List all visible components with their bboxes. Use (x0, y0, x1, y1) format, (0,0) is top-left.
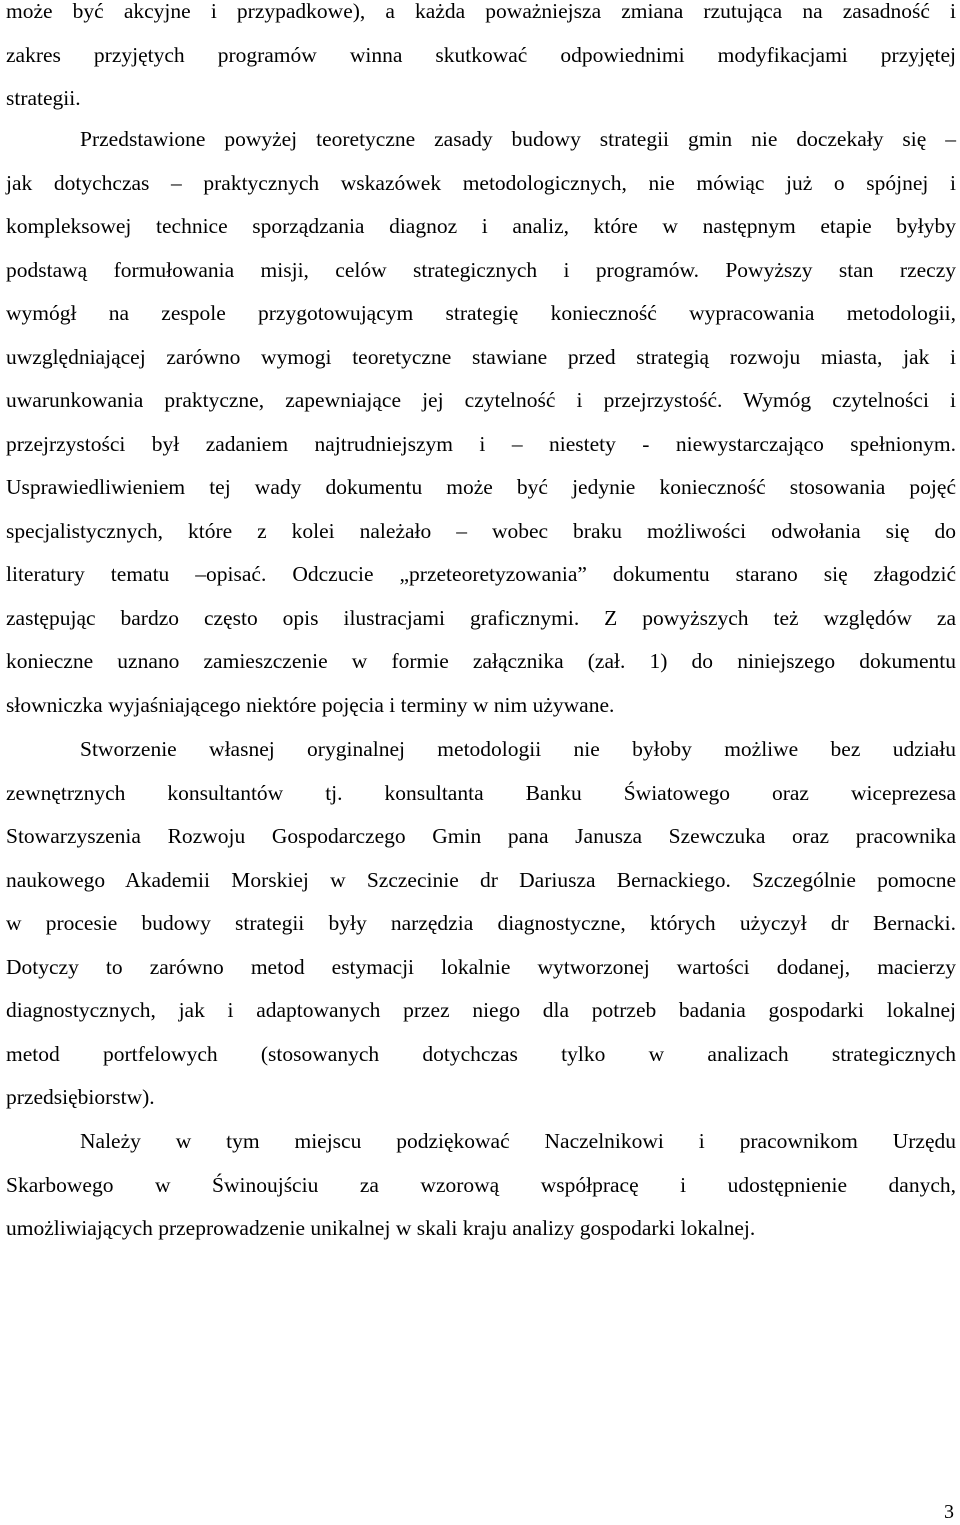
paragraph-continuation (6, 0, 956, 121)
text-line: może być akcyjne i przypadkowe), a każda poważniejsza zmiana rzutująca na zasadność i (6, 0, 956, 23)
text-line: metod portfelowych (stosowanych dotychczas tylko w analizach strategicznych (6, 1041, 956, 1066)
text-line: zakres przyjętych programów winna skutkować odpowiednimi modyfikacjami przyjętej (6, 42, 956, 67)
text-line: w procesie budowy strategii były narzędzia diagnostyczne, których użyczył dr Bernacki. (6, 911, 956, 935)
page-number: 3 (944, 1501, 954, 1523)
text-line: diagnostycznych, jak i adaptowanych przez niego dla potrzeb badania gospodarki lokalnej (6, 998, 956, 1022)
text-line: wymógł na zespole przygotowującym strategię konieczność wypracowania metodologii, (6, 301, 956, 325)
text-line: strategii. (6, 86, 81, 110)
paragraph-acknowledgement (6, 1120, 956, 1251)
text-line: uwarunkowania praktyczne, zapewniające jej czytelność i przejrzystość. Wymóg czytelności i (6, 388, 956, 412)
text-line: zastępując bardzo często opis ilustracjami graficznymi. Z powyższych też względów za (6, 605, 956, 630)
text-line: kompleksowej technice sporządzania diagnoz i analiz, które w następnym etapie byłyby (6, 214, 956, 238)
paragraph-consultants (6, 728, 956, 1120)
text-line: Należy w tym miejscu podziękować Naczelnikowi i pracownikom Urzędu (80, 1129, 956, 1153)
text-line: zewnętrznych konsultantów tj. konsultanta Banku Światowego oraz wiceprezesa (6, 780, 956, 805)
text-line: naukowego Akademii Morskiej w Szczecinie dr Dariusza Bernackiego. Szczególnie pomocne (6, 867, 956, 892)
text-line: Stworzenie własnej oryginalnej metodologii nie byłoby możliwe bez udziału (80, 737, 956, 761)
text-line: umożliwiających przeprowadzenie unikalnej w skali kraju analizy gospodarki lokalnej. (6, 1216, 756, 1240)
text-line: Dotyczy to zarówno metod estymacji lokalnie wytworzonej wartości dodanej, macierzy (6, 954, 956, 979)
text-line: jak dotychczas – praktycznych wskazówek metodologicznych, nie mówiąc już o spójnej i (6, 170, 956, 195)
text-line: specjalistycznych, które z kolei należało – wobec braku możliwości odwołania się do (6, 518, 956, 543)
text-line: Skarbowego w Świnoujściu za wzorową współpracę i udostępnienie danych, (6, 1172, 956, 1197)
text-line: przejrzystości był zadaniem najtrudniejszym i – niestety - niewystarczająco spełnionym. (6, 431, 956, 456)
paragraph-methodology (6, 118, 956, 727)
text-line: słowniczka wyjaśniającego niektóre pojęcia i terminy w nim używane. (6, 692, 615, 717)
text-line: przedsiębiorstw). (6, 1085, 155, 1109)
text-line: Przedstawione powyżej teoretyczne zasady budowy strategii gmin nie doczekały się – (80, 127, 956, 151)
text-line: Usprawiedliwieniem tej wady dokumentu może być jedynie konieczność stosowania pojęć (6, 475, 956, 499)
text-line: konieczne uznano zamieszczenie w formie załącznika (zał. 1) do niniejszego dokumentu (6, 649, 956, 673)
text-line: podstawą formułowania misji, celów strategicznych i programów. Powyższy stan rzeczy (6, 257, 956, 282)
text-line: uwzględniającej zarówno wymogi teoretyczne stawiane przed strategią rozwoju miasta, jak i (6, 344, 956, 369)
text-line: literatury tematu –opisać. Odczucie „przeteoretyzowania” dokumentu starano się złagodzić (6, 562, 956, 586)
text-line: Stowarzyszenia Rozwoju Gospodarczego Gmin pana Janusza Szewczuka oraz pracownika (6, 824, 956, 848)
